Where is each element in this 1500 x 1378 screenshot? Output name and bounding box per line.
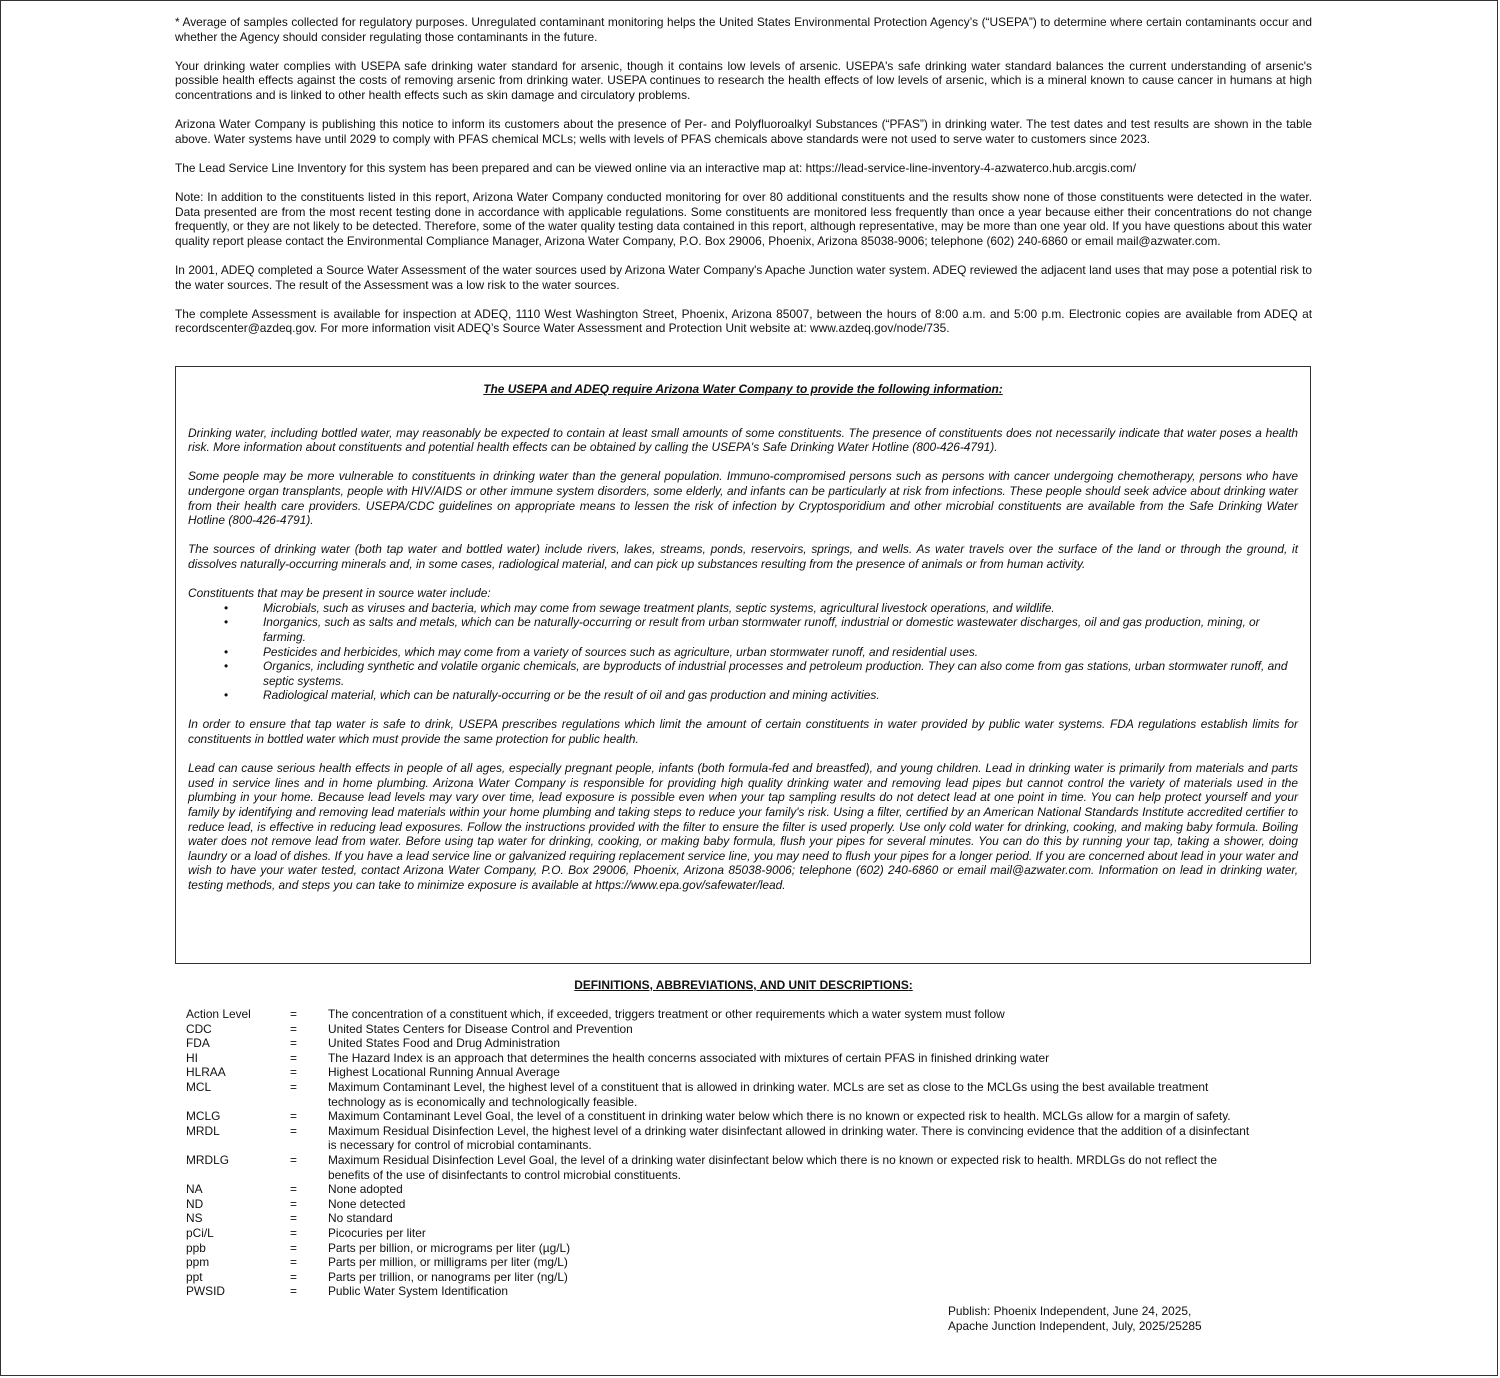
definition-description: The concentration of a constituent which, if exceeded, triggers treatment or other requirements which a water system must follow: [328, 1007, 1005, 1021]
definition-term: ppm: [186, 1255, 210, 1270]
definition-description: None adopted: [328, 1182, 403, 1197]
definition-term: ND: [186, 1196, 204, 1211]
list-item: • Organics, including synthetic and volatile organic chemicals, are byproducts of industrial processes and petroleum production. They can also come from gas stations, urban stormwater runoff, and septic systems.: [188, 659, 1298, 688]
definition-description: The Hazard Index is an approach that determines the health concerns associated with mixtures of certain PFAS in finished drinking water: [328, 1050, 1050, 1065]
required-information-box: [175, 366, 1311, 964]
definition-term: HLRAA: [186, 1065, 226, 1080]
definition-term: NA: [186, 1182, 203, 1197]
list-item: • Microbials, such as viruses and bacteria, which may come from sewage treatment plants, septic systems, agricultural livestock operations, and wildlife.: [188, 601, 1298, 616]
definition-description: Parts per trillion, or nanograms per liter (ng/L): [328, 1269, 568, 1284]
definition-separator: =: [290, 1109, 297, 1124]
definitions-title: DEFINITIONS, ABBREVIATIONS, AND UNIT DESCRIPTIONS: [574, 978, 909, 992]
definition-description: None detected: [328, 1196, 406, 1211]
definition-row: [186, 1007, 1266, 1022]
definition-term: ppt: [186, 1269, 203, 1284]
definition-description: United States Centers for Disease Control and Prevention: [328, 1021, 633, 1036]
definition-term: ppb: [186, 1240, 206, 1255]
definition-separator: =: [290, 1225, 297, 1240]
definition-separator: =: [290, 1269, 297, 1284]
definition-separator: =: [290, 1240, 297, 1255]
intro-section: [175, 15, 1312, 351]
definition-row: [186, 1153, 1266, 1182]
definition-separator: =: [290, 1036, 297, 1051]
definition-separator: =: [290, 1065, 297, 1080]
definition-description: Maximum Contaminant Level Goal, the level of a constituent in drinking water below which there is no known or expected risk to health. MCLGs allow for a margin of safety.: [328, 1109, 1231, 1124]
definition-row: [186, 1255, 1266, 1270]
assessment-availability-paragraph: The complete Assessment is available for inspection at ADEQ, 1110 West Washington Street, Phoenix, Arizona 85007, between the hours of 8:00 a.m. and 5:00 p.m. Electronic copies are available from ADEQ at recordscenter@azdeq.gov. For more information visit ADEQ’s Source Water Assessment and Protection Unit website at: www.azdeq.gov/node/735.: [175, 306, 1312, 336]
lead-inventory-paragraph: The Lead Service Line Inventory for this system has been prepared and can be viewed online via an interactive map at: https://lead-service-line-inventory-4-azwaterco.hub.arcgis.com/: [175, 160, 1136, 175]
definition-row: [186, 1226, 1266, 1241]
definition-term: CDC: [186, 1021, 212, 1036]
bottled-water-paragraph: Drinking water, including bottled water, may reasonably be expected to contain at least small amounts of some constituents. The presence of constituents does not necessarily indicate that water poses a health risk. More information about constituents and potential health effects can be obtained by calling the USEPA's Safe Drinking Water Hotline (800-426-4791).: [188, 425, 1298, 455]
definition-row: [186, 1270, 1266, 1285]
definition-separator: =: [290, 1152, 297, 1167]
list-item: • Inorganics, such as salts and metals, which can be naturally-occurring or result from urban stormwater runoff, industrial or domestic wastewater discharges, oil and gas production, mining, or farming.: [188, 615, 1298, 644]
definition-term: HI: [186, 1050, 198, 1065]
required-information-title: The USEPA and ADEQ require Arizona Water Company to provide the following information:: [483, 382, 1003, 396]
definition-term: PWSID: [186, 1284, 225, 1299]
definition-description: Parts per billion, or micrograms per liter (µg/L): [328, 1240, 571, 1255]
pfas-paragraph: Arizona Water Company is publishing this notice to inform its customers about the presence of Per- and Polyfluoroalkyl Substances (“PFAS”) in drinking water. The test dates and test results are shown in the table above. Water systems have until 2029 to comply with PFAS chemical MCLs; wells with levels of PFAS chemicals above standards were not used to serve water to customers since 2023.: [175, 117, 1312, 146]
definition-row: [186, 1109, 1266, 1124]
definition-term: NS: [186, 1211, 203, 1226]
definition-row: [186, 1211, 1266, 1226]
definition-description: Maximum Residual Disinfection Level, the highest level of a drinking water disinfectant allowed in drinking water. There is convincing evidence that the addition of a disinfectant is necessary for control of microbial contaminants.: [328, 1123, 1250, 1153]
definition-row: [186, 1022, 1266, 1037]
constituents-intro: Constituents that may be present in source water include:: [188, 586, 491, 601]
definition-row: [186, 1284, 1266, 1299]
definition-term: pCi/L: [186, 1225, 214, 1240]
definition-separator: =: [290, 1050, 297, 1065]
definition-separator: =: [290, 1196, 297, 1211]
definition-separator: =: [290, 1182, 297, 1197]
definition-term: MCLG: [186, 1109, 221, 1124]
definitions-heading: [175, 978, 1312, 993]
definition-term: MCL: [186, 1079, 212, 1094]
lead-health-paragraph: Lead can cause serious health effects in people of all ages, especially pregnant people, infants (both formula-fed and breastfed), and young children. Lead in drinking water is primarily from materials and parts used in service lines and in home plumbing. Arizona Water Company is responsible for providing high quality drinking water and removing lead pipes but cannot control the variety of materials used in the plumbing in your home. Because lead levels may vary over time, lead exposure is possible even when your tap sampling results do not detect lead at one point in time. You can help protect yourself and your family by identifying and removing lead materials within your home plumbing and taking steps to reduce your family's risk. Using a filter, certified by an American National Standards Institute accredited certifier to reduce lead, is effective in reducing lead exposures. Follow the instructions provided with the filter to ensure the filter is used properly. Use only cold water for drinking, cooking, and making baby formula. Boiling water does not remove lead from water. Before using tap water for drinking, cooking, or making baby formula, flush your pipes for several minutes. You can do this by running your tap, taking a shower, doing laundry or a load of dishes. If you have a lead service line or galvanized requiring replacement service line, you may need to flush your pipes for a longer period. If you are concerned about lead in your water and wish to have your water tested, contact Arizona Water Company, P.O. Box 29006, Phoenix, Arizona 85038-9006; telephone (602) 240-6860 or email mail@azwater.com. Information on lead in drinking water, testing methods, and steps you can take to minimize exposure is available at https://www.epa.gov/safewater/lead.: [188, 761, 1298, 892]
definition-separator: =: [290, 1284, 297, 1299]
definition-description: Maximum Contaminant Level, the highest level of a constituent that is allowed in drinking water. MCLs are set as close to the MCLGs using the best available treatment technology as is economically and technologically feasible.: [328, 1079, 1209, 1109]
definition-separator: =: [290, 1021, 297, 1036]
arsenic-paragraph: Your drinking water complies with USEPA safe drinking water standard for arsenic, though it contains low levels of arsenic. USEPA's safe drinking water standard balances the current understanding of arsenic's possible health effects against the costs of removing arsenic from drinking water. USEPA continues to research the health effects of low levels of arsenic, which is a mineral known to cause cancer in humans at high concentrations and is linked to other health effects such as skin damage and circulatory problems.: [175, 58, 1312, 102]
definition-term: FDA: [186, 1036, 210, 1051]
definition-row: [186, 1182, 1266, 1197]
definition-row: [186, 1124, 1266, 1153]
definition-separator: =: [290, 1123, 297, 1138]
definition-description: Highest Locational Running Annual Average: [328, 1065, 560, 1080]
definition-row: [186, 1051, 1266, 1066]
definition-separator: =: [290, 1007, 297, 1021]
definition-description: Public Water System Identification: [328, 1284, 508, 1299]
definition-row: [186, 1080, 1266, 1109]
publish-note: [948, 1304, 1202, 1333]
water-sources-paragraph: The sources of drinking water (both tap water and bottled water) include rivers, lakes, streams, ponds, reservoirs, springs, and wells. As water travels over the surface of the land or through the ground, it dissolves naturally-occurring minerals and, in some cases, radiological material, and can pick up substances resulting from the presence of animals or from human activity.: [188, 542, 1298, 571]
definition-separator: =: [290, 1211, 297, 1226]
definitions-list: [186, 1007, 1266, 1299]
definition-row: [186, 1197, 1266, 1212]
list-item: • Radiological material, which can be naturally-occurring or be the result of oil and gas production and mining activities.: [188, 688, 1298, 703]
unregulated-note: * Average of samples collected for regulatory purposes. Unregulated contaminant monitoring helps the United States Environmental Protection Agency’s (“USEPA”) to determine where certain contaminants occur and whether the Agency should consider regulating those contaminants in the future.: [175, 15, 1312, 44]
definition-term: MRDL: [186, 1123, 220, 1138]
definition-term: Action Level: [186, 1007, 251, 1021]
definition-row: [186, 1241, 1266, 1256]
definition-row: [186, 1065, 1266, 1080]
constituents-list: [188, 601, 1298, 703]
definition-row: [186, 1036, 1266, 1051]
definition-description: Maximum Residual Disinfection Level Goal, the level of a drinking water disinfectant below which there is no known or expected risk to health. MRDLGs do not reflect the benefits of the use of disinfectants to control microbial constituents.: [328, 1152, 1217, 1182]
definition-separator: =: [290, 1255, 297, 1270]
definition-description: Parts per million, or milligrams per liter (mg/L): [328, 1255, 568, 1270]
monitoring-note-paragraph: Note: In addition to the constituents listed in this report, Arizona Water Company conducted monitoring for over 80 additional constituents and the results show none of those constituents were detected in the water. Data presented are from the most recent testing done in accordance with applicable regulations. Some constituents are monitored less frequently than once a year because either their concentrations do not change frequently, or they are not likely to be detected. Therefore, some of the water quality testing data contained in this report, although representative, may be more than one year old. If you have questions about this water quality report please contact the Environmental Compliance Manager, Arizona Water Company, P.O. Box 29006, Phoenix, Arizona 85038-9006; telephone (602) 240-6860 or email mail@azwater.com.: [175, 190, 1312, 248]
definition-term: MRDLG: [186, 1152, 229, 1167]
definition-separator: =: [290, 1079, 297, 1094]
publish-line: Publish: Phoenix Independent, June 24, 2025,: [948, 1304, 1192, 1318]
publish-line: Apache Junction Independent, July, 2025/25285: [948, 1318, 1202, 1333]
definition-description: United States Food and Drug Administration: [328, 1036, 560, 1051]
definition-description: Picocuries per liter: [328, 1225, 426, 1240]
definition-description: No standard: [328, 1211, 393, 1226]
vulnerable-people-paragraph: Some people may be more vulnerable to constituents in drinking water than the general population. Immuno-compromised persons such as persons with cancer undergoing chemotherapy, persons who have undergone organ transplants, people with HIV/AIDS or other immune system disorders, some elderly, and infants can be particularly at risk from infections. These people should seek advice about drinking water from their health care providers. USEPA/CDC guidelines on appropriate means to lessen the risk of infection by Cryptosporidium and other microbial constituents are available from the Safe Drinking Water Hotline (800-426-4791).: [188, 469, 1298, 528]
list-item: • Pesticides and herbicides, which may come from a variety of sources such as agriculture, urban stormwater runoff, and residential uses.: [188, 645, 1298, 660]
usepa-regulations-paragraph: In order to ensure that tap water is safe to drink, USEPA prescribes regulations which limit the amount of certain constituents in water provided by public water systems. FDA regulations establish limits for constituents in bottled water which must provide the same protection for public health.: [188, 717, 1298, 747]
source-assessment-paragraph: In 2001, ADEQ completed a Source Water Assessment of the water sources used by Arizona Water Company's Apache Junction water system. ADEQ reviewed the adjacent land uses that may pose a potential risk to the water sources. The result of the Assessment was a low risk to the water sources.: [175, 263, 1312, 292]
definitions-title-colon: :: [908, 978, 913, 992]
